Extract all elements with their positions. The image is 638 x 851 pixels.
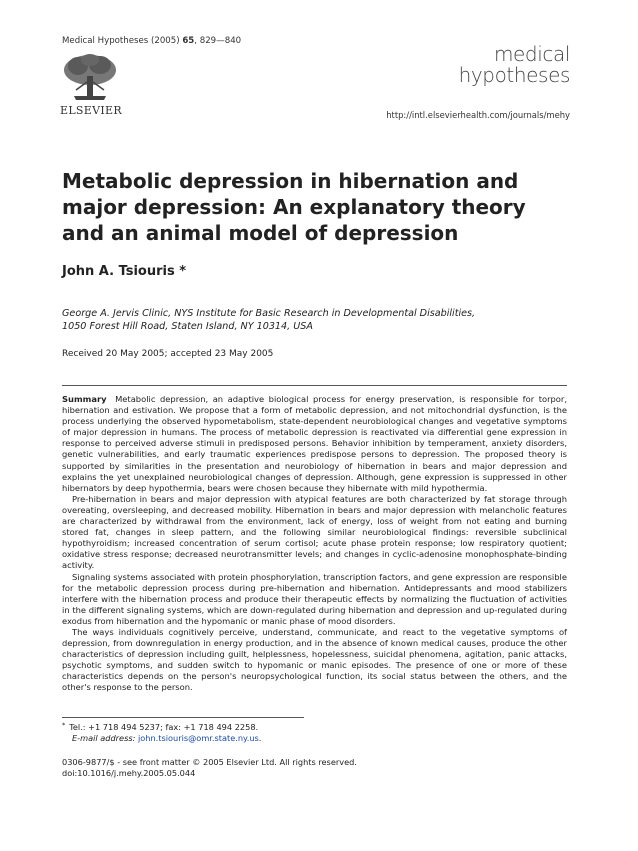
- publisher-name: ELSEVIER: [60, 104, 122, 117]
- affiliation-line2: 1050 Forest Hill Road, Staten Island, NY 10314, USA: [62, 321, 313, 332]
- journal-name-line1: medical: [493, 42, 570, 66]
- email-end: .: [258, 733, 262, 744]
- footnote-email: [62, 733, 261, 744]
- footnote-tel: Tel.: +1 718 494 5237; fax: +1 718 494 2258.: [69, 722, 259, 732]
- abstract-paragraph: Signaling systems associated with protein phosphorylation, transcription factors, and gene expression are responsible for the metabolic depression process during pre-hibernation and hibernation. Antidepressants and mood stabilizers interfere with the hibernation process and produce their therapeutic effects by normalizing the fluctuation of activities in the different signaling systems, which are down-regulated during hibernation and depression and up-regulated during exodus from hibernation and the hypomanic or manic phase of mood disorders.: [62, 571, 567, 626]
- copyright-line: 0306-9877/$ - see front matter © 2005 Elsevier Ltd. All rights reserved.: [62, 757, 357, 767]
- abstract-paragraph: [62, 394, 567, 494]
- footnote-marker: *: [62, 721, 66, 729]
- footnote-divider: [62, 717, 304, 718]
- received-dates: Received 20 May 2005; accepted 23 May 2005: [62, 349, 274, 359]
- citation-journal: Medical Hypotheses (2005): [62, 36, 180, 46]
- abstract-text-1: Metabolic depression, an adaptive biological process for energy preservation, is responsible for torpor, hibernation and estivation. We propose that a form of metabolic depression, and not mitochondrial dysfunction, is the process underlying the observed hypometabolism, state-dependent neurobiological changes and vegetative symptoms of major depression in humans. The process of metabolic depression is reactivated via differential gene expression in response to perceived adverse stimuli in predisposed persons. Behavior inhibition by temperament, anxiety disorders, genetic vulnerabilities, and early traumatic experiences predispose persons to depression. The proposed theory is supported by similarities in the presentation and neurobiology of hibernation in bears and major depression and explains the yet unexplained neurobiological changes of depression. Although, gene expression is suppressed in other hibernators by deep hypothermia, bears were chosen because they hibernate with mild hypothermia.: [62, 394, 567, 493]
- footnote-contact: [62, 720, 261, 733]
- affiliation-line1: George A. Jervis Clinic, NYS Institute for Basic Research in Developmental Disabilities,: [62, 308, 476, 319]
- citation-pages: , 829—840: [194, 36, 242, 46]
- journal-name-line2: hypotheses: [458, 63, 570, 87]
- abstract-heading: Summary: [62, 394, 107, 404]
- doi-line: doi:10.1016/j.mehy.2005.05.044: [62, 768, 196, 779]
- elsevier-tree-icon: [60, 52, 120, 102]
- journal-logo: [459, 44, 570, 86]
- author-affiliation: [62, 307, 582, 333]
- journal-citation: [62, 36, 241, 46]
- email-label: E-mail address:: [72, 733, 136, 744]
- author-name: John A. Tsiouris *: [62, 264, 187, 279]
- citation-volume: 65: [182, 36, 195, 46]
- elsevier-logo: [60, 52, 122, 117]
- abstract-paragraph: Pre-hibernation in bears and major depression with atypical features are both characterized by fat storage through overeating, oversleeping, and decreased mobility. Hibernation in bears and major depression with melancholic features are characterized by withdrawal from the environment, lack of energy, loss of weight from not eating and burning stored fat, changes in sleep pattern, and the following similar neurobiological findings: reversible subclinical hypothyroidism; increased concentration of serum cortisol; acute phase protein response; low respiratory quotient; oxidative stress response; decreased neurotransmitter levels; and changes in cyclic-adenosine monophosphate-binding activity.: [62, 493, 567, 571]
- header-divider: [62, 385, 567, 386]
- journal-url[interactable]: http://intl.elsevierhealth.com/journals/mehy: [386, 110, 570, 120]
- abstract-paragraph: The ways individuals cognitively perceive, understand, communicate, and react to the vegetative symptoms of depression, from downregulation in energy production, and in the absence of known medical causes, produce the other characteristics of depression including guilt, helplessness, hopelessness, suicidal phenomena, agitation, panic attacks, psychotic symptoms, and sudden switch to hypomanic or manic episodes. The presence of one or more of these characteristics depends on the person's neuropsychological function, its social status between the others, and the other's response to the person.: [62, 626, 567, 693]
- footnote: [62, 720, 261, 745]
- copyright-block: [62, 757, 357, 780]
- email-link[interactable]: john.tsiouris@omr.state.ny.us: [138, 733, 259, 744]
- abstract: [62, 394, 567, 694]
- article-title: Metabolic depression in hibernation and major depression: An explanatory theory and an animal model of depression: [62, 169, 526, 245]
